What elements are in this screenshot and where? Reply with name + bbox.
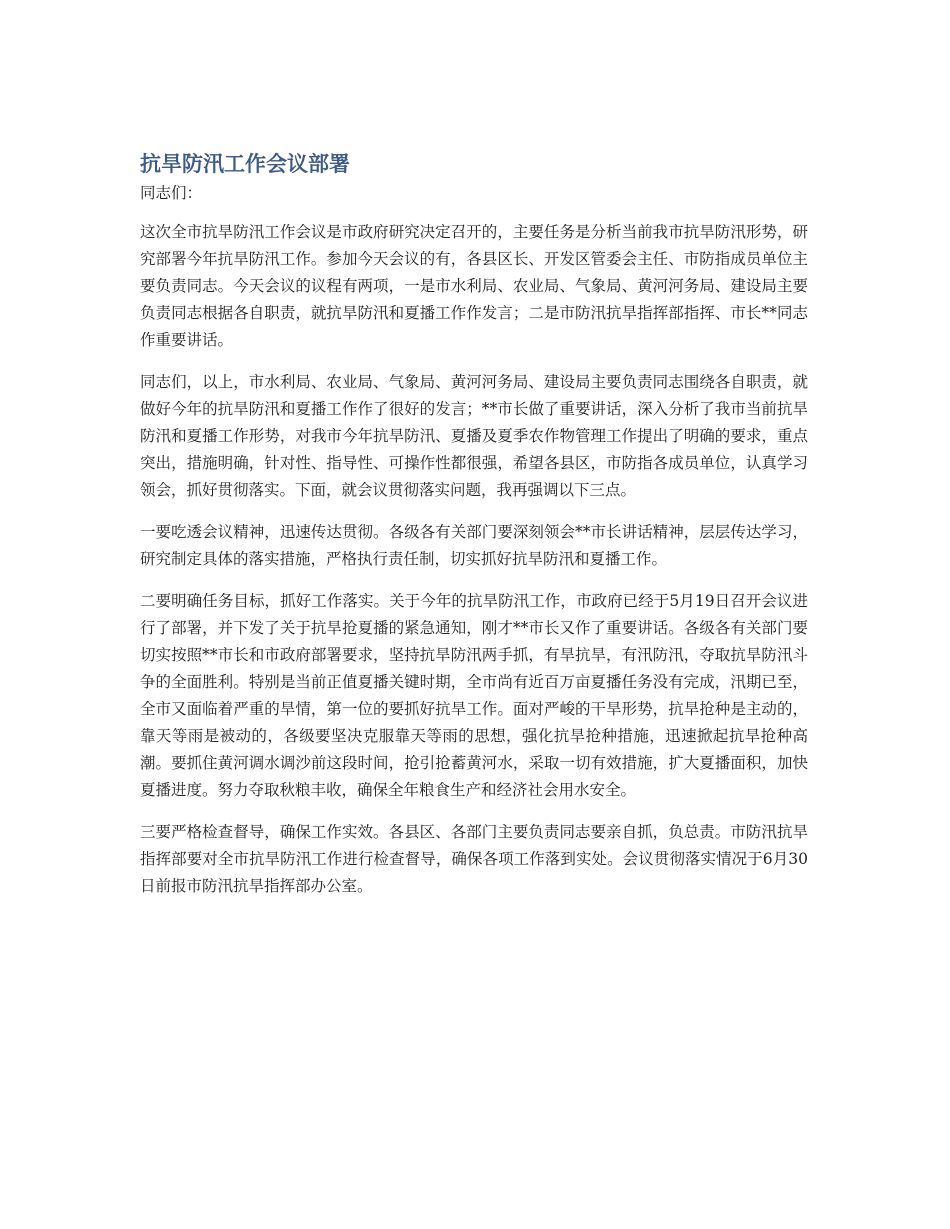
paragraph-point-two: 二要明确任务目标，抓好工作落实。关于今年的抗旱防汛工作，市政府已经于5月19日召开会议进行了部署，并下发了关于抗旱抢夏播的紧急通知，刚才**市长又作了重要讲话。各级各有关部门要切实按照**市长和市政府部署要求，坚持抗旱防汛两手抓，有旱抗旱，有汛防汛，夺取抗旱防汛斗争的全面胜利。特别是当前正值夏播关键时期，全市尚有近百万亩夏播任务没有完成，汛期已至，全市又面临着严重的旱情，第一位的要抓好抗旱工作。面对严峻的干旱形势，抗旱抢种是主动的，靠天等雨是被动的，各级要坚决克服靠天等雨的思想，强化抗旱抢种措施，迅速掀起抗旱抢种高潮。要抓住黄河调水调沙前这段时间，抢引抢蓄黄河水，采取一切有效措施，扩大夏播面积，加快夏播进度。努力夺取秋粮丰收，确保全年粮食生产和经济社会用水安全。 bbox=[140, 592, 808, 799]
salutation: 同志们： bbox=[140, 184, 203, 202]
paragraph-opening: 这次全市抗旱防汛工作会议是市政府研究决定召开的，主要任务是分析当前我市抗旱防汛形势，研究部署今年抗旱防汛工作。参加今天会议的有，各县区长、开发区管委会主任、市防指成员单位主要负责同志。今天会议的议程有两项，一是市水利局、农业局、气象局、黄河河务局、建设局主要负责同志根据各自职责，就抗旱防汛和夏播工作作发言；二是市防汛抗旱指挥部指挥、市长**同志作重要讲话。 bbox=[140, 223, 808, 349]
paragraph-point-one: 一要吃透会议精神，迅速传达贯彻。各级各有关部门要深刻领会**市长讲话精神，层层传达学习，研究制定具体的落实措施，严格执行责任制，切实抓好抗旱防汛和夏播工作。 bbox=[140, 523, 808, 568]
document-title: 抗旱防汛工作会议部署 bbox=[140, 152, 350, 176]
paragraph-summary: 同志们，以上，市水利局、农业局、气象局、黄河河务局、建设局主要负责同志围绕各自职责，就做好今年的抗旱防汛和夏播工作作了很好的发言；**市长做了重要讲话，深入分析了我市当前抗旱防汛和夏播工作形势，对我市今年抗旱防汛、夏播及夏季农作物管理工作提出了明确的要求，重点突出，措施明确，针对性、指导性、可操作性都很强，希望各县区，市防指各成员单位，认真学习领会，抓好贯彻落实。下面，就会议贯彻落实问题，我再强调以下三点。 bbox=[140, 373, 808, 499]
paragraph-point-three: 三要严格检查督导，确保工作实效。各县区、各部门主要负责同志要亲自抓，负总责。市防汛抗旱指挥部要对全市抗旱防汛工作进行检查督导，确保各项工作落到实处。会议贯彻落实情况于6月30日前报市防汛抗旱指挥部办公室。 bbox=[140, 823, 808, 895]
document-page bbox=[140, 148, 808, 915]
